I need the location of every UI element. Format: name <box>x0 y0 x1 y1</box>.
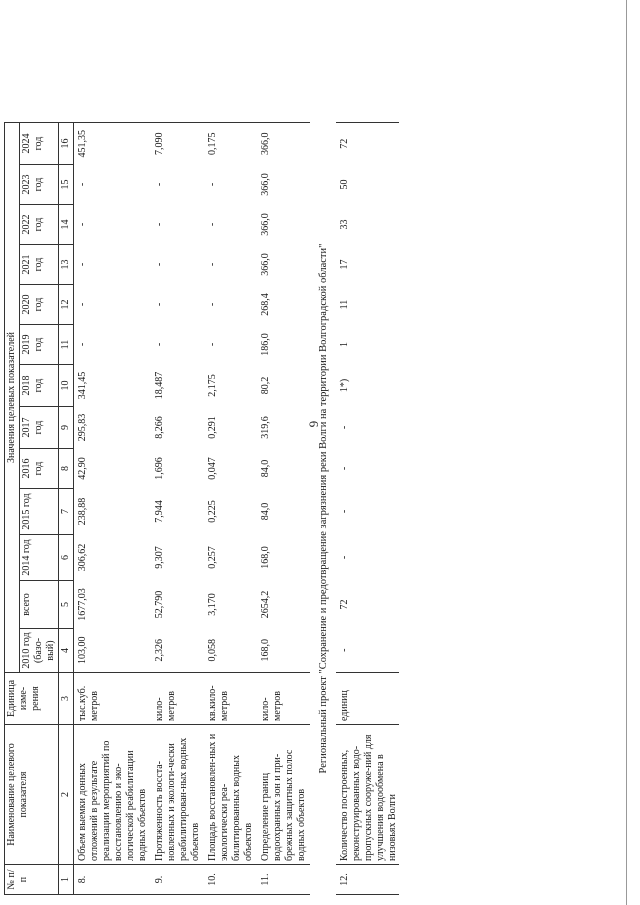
page-edge-line <box>626 0 627 905</box>
indicator-name: Протяженность восста-новленных и экологи-чески реабилитирован-ных водных объектов <box>151 725 204 865</box>
header-year-2024: 2024 год <box>20 123 59 165</box>
value-cell: 366,0 <box>260 253 271 276</box>
value-cell: - <box>207 222 218 227</box>
indicator-unit: кило-метров <box>257 673 310 725</box>
indicator-name: Определение границ водоохранных зон и при-брежных защитных полос водных объектов <box>257 725 310 865</box>
indicator-name: Площадь восстановлен-ных и экологически реа-билитированных водных объектов <box>204 725 257 865</box>
header-unit: Единица изме-рения <box>5 673 59 725</box>
header-base-year: 2010 год (базо-вый) <box>20 629 59 673</box>
header-num: № п/п <box>5 865 59 895</box>
indicator-name: Объем выемки донных отложений в результате реализации мероприятий по восстановлению и эко-логической реабилитации водных объектов <box>74 725 152 865</box>
value-cell: 18,487 <box>154 371 165 400</box>
header-year-2023: 2023 год <box>20 165 59 205</box>
regional-project-title: Региональный проект "Сохранение и предотвращение загрязнения реки Волги на территории Волгоградской области" <box>318 243 329 774</box>
header-year-2021: 2021 год <box>20 245 59 285</box>
value-cell: 3,170 <box>207 593 218 616</box>
value-cell: 0,225 <box>207 500 218 523</box>
header-total: всего <box>20 581 59 629</box>
value-cell: 238,88 <box>77 497 88 526</box>
column-number: 14 <box>59 205 74 245</box>
value-cell: - <box>154 182 165 187</box>
value-cell: - <box>154 262 165 267</box>
column-number: 5 <box>59 581 74 629</box>
value-cell: 33 <box>339 219 350 230</box>
value-cell: - <box>339 425 350 430</box>
column-number: 13 <box>59 245 74 285</box>
header-year-2017: 2017 год <box>20 407 59 449</box>
value-cell: - <box>77 182 88 187</box>
header-values-group: Значения целевых показателей <box>5 123 20 673</box>
value-cell: 2654,2 <box>260 590 271 619</box>
header-year-2014: 2014 год <box>20 535 59 581</box>
header-name: Наименование целевого показателя <box>5 725 59 865</box>
value-cell: 8,266 <box>154 416 165 439</box>
value-cell: - <box>77 342 88 347</box>
value-cell: 2,326 <box>151 629 204 673</box>
row-number: 11. <box>257 865 310 895</box>
page-number: 6 <box>306 420 322 428</box>
value-cell: 168,0 <box>257 629 310 673</box>
value-cell: 0,175 <box>204 123 257 165</box>
value-cell: 17 <box>339 259 350 270</box>
header-row-1 <box>5 123 20 895</box>
section-band <box>310 123 336 895</box>
indicator-name: Количество построенных, реконструированных водо-пропускных сооруже-ний для улучшения водообмена в низовьях Волги <box>336 725 399 865</box>
value-cell: 1*) <box>339 378 350 393</box>
row-number: 8. <box>74 865 152 895</box>
header-year-2020: 2020 год <box>20 285 59 325</box>
column-number: 2 <box>59 725 74 865</box>
column-number: 9 <box>59 407 74 449</box>
value-cell: - <box>207 342 218 347</box>
column-number: 7 <box>59 489 74 535</box>
value-cell: - <box>207 262 218 267</box>
column-number-row <box>59 123 74 895</box>
column-number: 12 <box>59 285 74 325</box>
value-cell: - <box>339 509 350 514</box>
value-cell: - <box>339 466 350 471</box>
value-cell: 186,0 <box>260 333 271 356</box>
indicator-unit: единиц <box>336 673 399 725</box>
indicator-unit: кв.кило-метров <box>204 673 257 725</box>
value-cell: 366,0 <box>257 123 310 165</box>
header-year-2015: 2015 год <box>20 489 59 535</box>
value-cell: - <box>154 302 165 307</box>
column-number: 11 <box>59 325 74 365</box>
table-row <box>204 123 257 895</box>
target-indicators-table <box>4 122 399 895</box>
rotated-table-sheet <box>4 25 624 895</box>
header-year-2016: 2016 год <box>20 449 59 489</box>
indicator-unit: кило-метров <box>151 673 204 725</box>
value-cell: 11 <box>339 299 350 310</box>
value-cell: 0,047 <box>207 457 218 480</box>
value-cell: 268,4 <box>260 293 271 316</box>
row-number: 9. <box>151 865 204 895</box>
value-cell: 72 <box>336 123 399 165</box>
header-year-2018: 2018 год <box>20 365 59 407</box>
column-number: 10 <box>59 365 74 407</box>
value-cell: 1677,03 <box>77 588 88 621</box>
value-cell: 72 <box>339 599 350 610</box>
value-cell: 0,257 <box>207 546 218 569</box>
value-cell: 84,0 <box>260 502 271 521</box>
column-number: 15 <box>59 165 74 205</box>
value-cell: 103,00 <box>74 629 152 673</box>
value-cell: 366,0 <box>260 213 271 236</box>
table-row <box>336 123 399 895</box>
value-cell: 1 <box>339 342 350 347</box>
value-cell: 341,45 <box>77 371 88 400</box>
column-number: 3 <box>59 673 74 725</box>
value-cell: - <box>207 302 218 307</box>
value-cell: 451,35 <box>74 123 152 165</box>
value-cell: - <box>77 302 88 307</box>
value-cell: 295,83 <box>77 413 88 442</box>
value-cell: 7,090 <box>151 123 204 165</box>
value-cell: 84,0 <box>260 459 271 478</box>
value-cell: 42,90 <box>77 457 88 480</box>
header-year-2022: 2022 год <box>20 205 59 245</box>
value-cell: - <box>77 262 88 267</box>
value-cell: 1,696 <box>154 457 165 480</box>
table-row <box>151 123 204 895</box>
table-row <box>74 123 152 895</box>
value-cell: 2,175 <box>207 374 218 397</box>
value-cell: 52,790 <box>154 590 165 619</box>
value-cell: - <box>336 629 399 673</box>
value-cell: - <box>77 222 88 227</box>
column-number: 8 <box>59 449 74 489</box>
value-cell: 168,0 <box>260 546 271 569</box>
value-cell: 9,307 <box>154 546 165 569</box>
indicator-unit: тыс.куб. метров <box>74 673 152 725</box>
table-row <box>257 123 310 895</box>
value-cell: 50 <box>339 179 350 190</box>
column-number: 4 <box>59 629 74 673</box>
column-number: 16 <box>59 123 74 165</box>
column-number: 6 <box>59 535 74 581</box>
column-number: 1 <box>59 865 74 895</box>
value-cell: - <box>339 555 350 560</box>
header-year-2019: 2019 год <box>20 325 59 365</box>
value-cell: 366,0 <box>260 173 271 196</box>
value-cell: 7,944 <box>154 500 165 523</box>
value-cell: 0,291 <box>207 416 218 439</box>
value-cell: 0,058 <box>204 629 257 673</box>
value-cell: - <box>154 222 165 227</box>
value-cell: - <box>207 182 218 187</box>
row-number: 10. <box>204 865 257 895</box>
value-cell: 80,2 <box>260 376 271 395</box>
row-number: 12. <box>336 865 399 895</box>
value-cell: - <box>154 342 165 347</box>
value-cell: 306,62 <box>77 543 88 572</box>
value-cell: 319,6 <box>260 416 271 439</box>
